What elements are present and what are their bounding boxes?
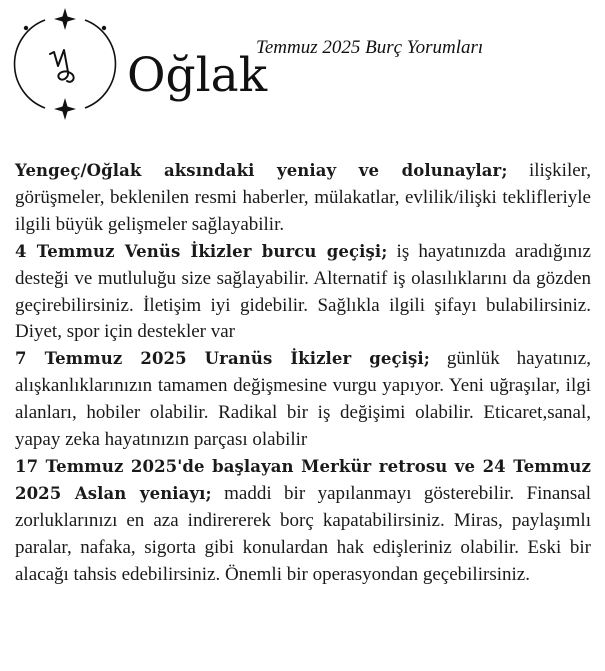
page-subtitle: Temmuz 2025 Burç Yorumları bbox=[256, 37, 484, 58]
zodiac-emblem bbox=[6, 4, 124, 122]
sparkle-icon bbox=[54, 98, 76, 120]
section-paragraph bbox=[15, 158, 591, 239]
dot-icon bbox=[24, 26, 28, 30]
capricorn-icon bbox=[50, 50, 74, 82]
emblem-circle-arc bbox=[15, 20, 116, 108]
dot-icon bbox=[102, 26, 106, 30]
section-paragraph bbox=[15, 346, 591, 454]
section-paragraph bbox=[15, 239, 591, 347]
section-text: iş hayatınızda aradığınız desteği ve mutluluğu size sağlayabilir. Alternatif iş olasılıklarını da gözden geçirebilirsiniz. İletişim iyi gidebilir. Sağlıkla ilgili şifayı bulabilirsiniz. Diyet, spor için destekler var bbox=[15, 240, 591, 343]
section-text: maddi bir yapılanmayı gösterebilir. Finansal zorluklarınızı en aza indirererek borç kapatabilirsiniz. Miras, paylaşımlı paralar, nafaka, sigorta gibi konulardan hak edişleriniz olabilir. Eski bir alacağı tahsis edebilirsiniz. Önemli bir operasyondan geçebilirsiniz. bbox=[15, 482, 591, 585]
section-heading: 17 Temmuz 2025'de başlayan Merkür retrosu ve 24 Temmuz 2025 Aslan yeniayı; bbox=[15, 456, 591, 503]
page-title: Oğlak bbox=[127, 48, 268, 103]
section-text: ilişkiler, görüşmeler, beklenilen resmi haberler, mülakatlar, evlilik/ilişki teklifleriyle ilgili büyük gelişmeler sağlayabilir. bbox=[15, 160, 591, 235]
section-heading: 4 Temmuz Venüs İkizler burcu geçişi; bbox=[15, 241, 388, 261]
section-heading: 7 Temmuz 2025 Uranüs İkizler geçişi; bbox=[15, 349, 430, 369]
horoscope-body bbox=[15, 158, 591, 589]
section-heading: Yengeç/Oğlak aksındaki yeniay ve dolunaylar; bbox=[15, 161, 508, 180]
section-text: günlük hayatınız, alışkanlıklarınızın tamamen değişmesine vurgu yapıyor. Yeni uğraşılar, ilgi alanları, hobiler olabilir. Radikal bir iş değişimi olabilir. Eticaret,sanal, yapay zeka hayatınızın parçası olabilir bbox=[15, 348, 591, 451]
section-paragraph bbox=[15, 454, 591, 589]
sparkle-icon bbox=[54, 8, 76, 30]
